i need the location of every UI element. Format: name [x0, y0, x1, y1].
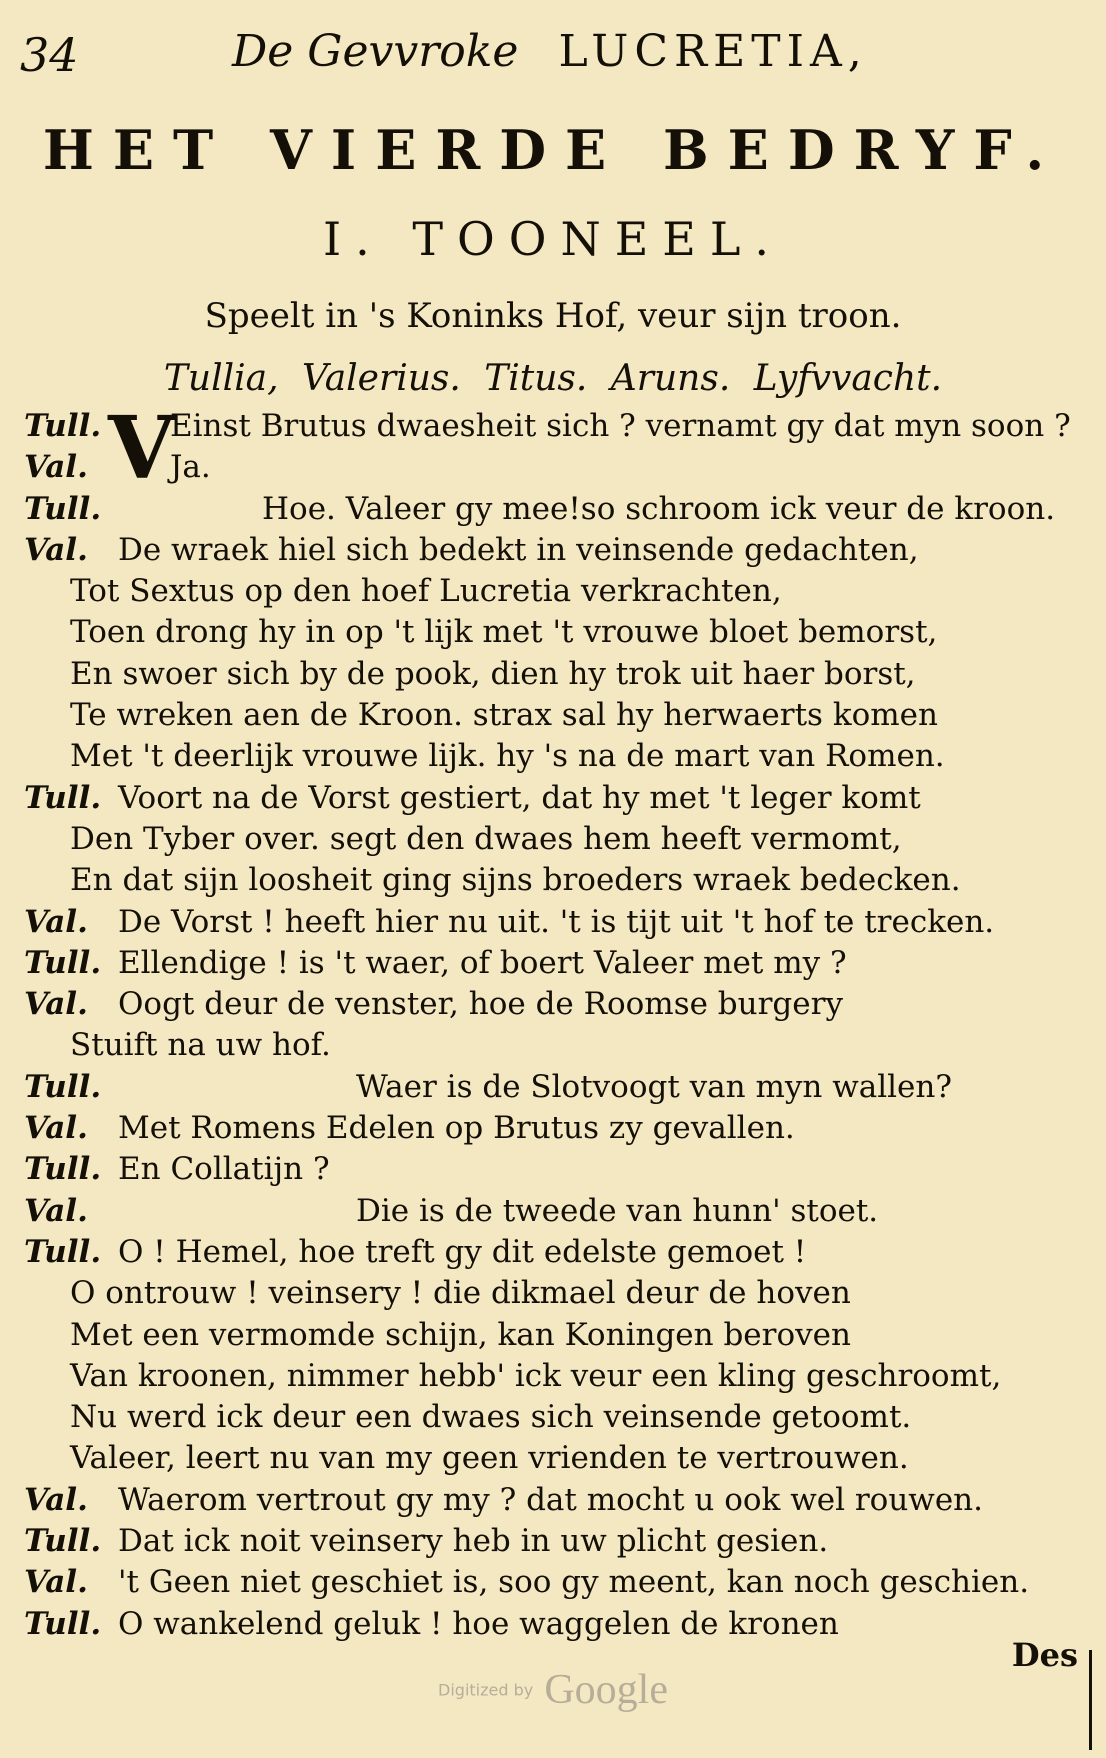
verse-text: Stuift na uw hof. — [70, 1027, 331, 1064]
verse-text: En dat sijn loosheit ging sijns broeders wraek bedecken. — [70, 862, 961, 899]
speaker-label: Val. — [24, 1192, 88, 1229]
verse-line — [0, 984, 1106, 1025]
act-title: HET VIERDE BEDRYF. — [42, 118, 1064, 182]
verse-line — [0, 571, 1106, 612]
verse-line — [0, 1191, 1106, 1232]
verse-text: Einst Brutus dwaesheit sich ? vernamt gy dat myn soon ? — [170, 408, 1071, 444]
speaker-label: Tull. — [24, 490, 102, 527]
verse-line — [0, 695, 1106, 736]
verse-line — [0, 1521, 1106, 1562]
verse-text: Ja. — [170, 449, 211, 486]
verse-line — [0, 406, 1106, 447]
verse-line — [0, 1480, 1106, 1521]
verse-text: Den Tyber over. segt den dwaes hem heeft vermomt, — [70, 820, 902, 857]
verse-line — [0, 819, 1106, 860]
verse-line — [0, 860, 1106, 901]
speaker-label: Tull. — [24, 1523, 102, 1560]
verse-text: En swoer sich by de pook, dien hy trok uit haer borst, — [70, 655, 916, 692]
speaker-label: Tull. — [24, 408, 102, 444]
verse-line — [0, 1315, 1106, 1356]
verse-line — [0, 1232, 1106, 1273]
speaker-label: Tull. — [24, 779, 102, 816]
running-title-italic: De Gevvroke — [232, 26, 519, 77]
verse-text: Oogt deur de venster, hoe de Roomse burgery — [118, 986, 843, 1023]
verse-text: Tot Sextus op den hoef Lucretia verkrachten, — [70, 573, 782, 610]
verse-line — [0, 1108, 1106, 1149]
watermark-small-text: Digitized by — [438, 1680, 534, 1700]
verse-line — [0, 1356, 1106, 1397]
verse-text: O wankelend geluk ! hoe waggelen de kronen — [118, 1605, 839, 1642]
verse-text: Te wreken aen de Kroon. strax sal hy herwaerts komen — [70, 697, 938, 734]
verse-text: Met Romens Edelen op Brutus zy gevallen. — [118, 1110, 795, 1147]
verse-line — [0, 1149, 1106, 1190]
verse-line — [0, 1604, 1106, 1645]
speaker-label: Val. — [24, 449, 88, 486]
speaker-label: Tull. — [24, 1233, 102, 1270]
verse-text: O ! Hemel, hoe treft gy dit edelste gemoet ! — [118, 1233, 807, 1270]
dramatis-personae: Tullia, Valerius. Titus. Aruns. Lyfvvacht. — [163, 358, 943, 399]
speaker-label: Tull. — [24, 1068, 102, 1105]
speaker-label: Val. — [24, 903, 88, 940]
verse-line — [0, 1397, 1106, 1438]
page-number: 34 — [20, 28, 79, 82]
verse-line — [0, 736, 1106, 777]
verse-text: Die is de tweede van hunn' stoet. — [356, 1192, 879, 1229]
verse-text: Dat ick noit veinsery heb in uw plicht gesien. — [118, 1523, 829, 1560]
verse-line — [0, 1067, 1106, 1108]
verse-text: Met 't deerlijk vrouwe lijk. hy 's na de mart van Romen. — [70, 738, 945, 775]
verse-text: Waerom vertrout gy my ? dat mocht u ook wel rouwen. — [118, 1481, 983, 1518]
drop-cap: V — [108, 398, 175, 499]
scene-setting: Speelt in 's Koninks Hof, veur sijn troon. — [204, 296, 902, 336]
verse-line — [0, 489, 1106, 530]
verse-text: Nu werd ick deur een dwaes sich veinsende getoomt. — [70, 1399, 912, 1436]
verse-text: Voort na de Vorst gestiert, dat hy met 't leger komt — [118, 779, 921, 816]
dialogue — [0, 398, 1106, 1645]
verse-line — [0, 1025, 1106, 1066]
running-header — [0, 22, 1106, 92]
verse-line — [0, 447, 1106, 488]
catchword: Des — [1011, 1636, 1078, 1674]
verse-line — [0, 1438, 1106, 1479]
speaker-label: Val. — [24, 1564, 88, 1601]
verse-text: Ellendige ! is 't waer, of boert Valeer met my ? — [118, 944, 847, 981]
verse-line — [0, 1562, 1106, 1603]
verse-text: Toen drong hy in op 't lijk met 't vrouwe bloet bemorst, — [70, 614, 938, 651]
speaker-label: Tull. — [24, 1605, 102, 1642]
verse-text: 't Geen niet geschiet is, soo gy meent, kan noch geschien. — [118, 1564, 1030, 1601]
verse-text: Met een vermomde schijn, kan Koningen beroven — [70, 1316, 851, 1353]
speaker-label: Tull. — [24, 944, 102, 981]
verse-line — [0, 778, 1106, 819]
digitized-watermark — [0, 1666, 1106, 1714]
verse-line — [0, 612, 1106, 653]
speaker-label: Val. — [24, 531, 88, 568]
scene-title: I. TOONEEL. — [322, 212, 784, 266]
speaker-label: Tull. — [24, 1151, 102, 1188]
verse-text: En Collatijn ? — [118, 1151, 330, 1188]
verse-text: Waer is de Slotvoogt van myn wallen? — [356, 1068, 952, 1105]
verse-text: De wraek hiel sich bedekt in veinsende gedachten, — [118, 531, 919, 568]
verse-text: De Vorst ! heeft hier nu uit. 't is tijt uit 't hof te trecken. — [118, 903, 995, 940]
page-edge-rule — [1089, 1650, 1092, 1750]
verse-text: O ontrouw ! veinsery ! die dikmael deur de hoven — [70, 1275, 851, 1312]
speaker-label: Val. — [24, 1481, 88, 1518]
running-title-caps: LUCRETIA, — [558, 26, 868, 77]
speaker-label: Val. — [24, 986, 88, 1023]
running-title — [232, 26, 868, 77]
verse-line — [0, 530, 1106, 571]
watermark-google-logo: Google — [544, 1667, 668, 1713]
verse-text: Van kroonen, nimmer hebb' ick veur een kling geschroomt, — [70, 1357, 1002, 1394]
verse-text: Hoe. Valeer gy mee!so schroom ick veur de kroon. — [262, 490, 1056, 527]
speaker-label: Val. — [24, 1110, 88, 1147]
verse-line — [0, 902, 1106, 943]
verse-text: Valeer, leert nu van my geen vrienden te vertrouwen. — [70, 1440, 909, 1477]
verse-line — [0, 943, 1106, 984]
verse-line — [0, 654, 1106, 695]
verse-line — [0, 1273, 1106, 1314]
